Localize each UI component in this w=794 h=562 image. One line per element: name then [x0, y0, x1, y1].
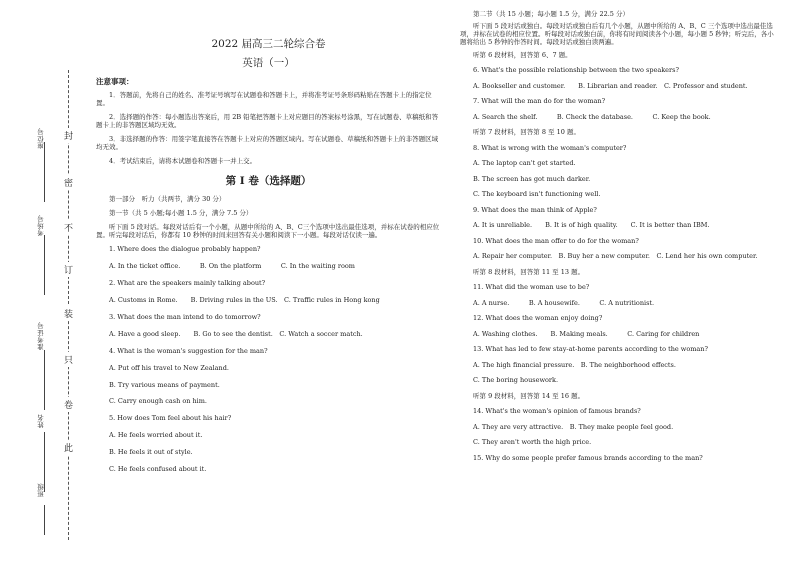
seat-number-line — [44, 142, 45, 202]
option-line: A. It is unreliable. B. It is of high quality. C. It is better than IBM. — [473, 221, 710, 230]
right-column — [460, 10, 780, 469]
option-line: A. A nurse. B. A housewife. C. A nutritionist. — [473, 298, 655, 307]
question-line: 12. What does the woman enjoy doing? — [473, 314, 603, 323]
exam-room-label: 考场号 — [37, 215, 45, 236]
seal-char: 只 — [63, 352, 74, 367]
seat-number-label: 座位号 — [37, 128, 45, 149]
question-line: 14. What's the woman's opinion of famous brands? — [473, 407, 641, 416]
material-heading: 听第 7 段材料，回答第 8 至 10 题。 — [473, 128, 580, 137]
section-heading: 第一节（共 5 小题;每小题 1.5 分，满分 7.5 分） — [109, 208, 253, 217]
option-line: A. Put off his travel to New Zealand. — [109, 363, 229, 372]
option-line: C. The boring housework. — [473, 376, 559, 385]
option-line: A. Repair her computer. B. Buy her a new computer. C. Lend her his own computer. — [473, 252, 758, 261]
seal-char: 封 — [63, 128, 74, 143]
seal-char: 订 — [63, 262, 74, 277]
material-heading: 听第 6 段材料，回答第 6、7 题。 — [473, 50, 572, 59]
admission-number-label: 准考证号 — [37, 322, 45, 350]
question-line: 6. What's the possible relationship between the two speakers? — [473, 66, 679, 75]
question-line: 2. What are the speakers mainly talking about? — [109, 278, 266, 287]
seal-char: 不 — [63, 220, 74, 235]
class-line — [44, 505, 45, 535]
option-line: C. They aren't worth the high price. — [473, 438, 592, 447]
option-line: A. Search the shelf. B. Check the database. C. Keep the book. — [473, 112, 711, 121]
seal-char: 卷 — [63, 397, 74, 412]
question-line: 7. What will the man do for the woman? — [473, 97, 606, 106]
question-line: 5. How does Tom feel about his hair? — [109, 414, 232, 423]
option-line: A. The laptop can't get started. — [473, 159, 576, 168]
question-line: 4. What is the woman's suggestion for the man? — [109, 346, 268, 355]
part-heading: 第一部分 听力（共两节，满分 30 分） — [109, 194, 226, 203]
question-line: 13. What has led to few stay-at-home parents according to the woman? — [473, 345, 708, 354]
exam-room-line — [44, 235, 45, 295]
option-line: A. The high financial pressure. B. The neighborhood effects. — [473, 360, 676, 369]
section-heading: 第二节（共 15 小题；每小题 1.5 分，满分 22.5 分） — [473, 10, 629, 18]
admission-number-line — [44, 350, 45, 410]
name-label: 姓名 — [37, 414, 45, 428]
material-heading: 听第 9 段材料，回答第 14 至 16 题。 — [473, 391, 585, 400]
exam-subject: 英语（一） — [242, 57, 295, 70]
volume-heading: 第 I 卷（选择题） — [225, 174, 312, 187]
question-line: 11. What did the woman use to be? — [473, 283, 590, 292]
seal-char: 装 — [63, 306, 74, 321]
option-line: B. Try various means of payment. — [109, 380, 220, 389]
option-line: A. Bookseller and customer. B. Librarian and reader. C. Professor and student. — [473, 81, 748, 90]
option-line: C. He feels confused about it. — [109, 465, 207, 474]
option-line: A. Customs in Rome. B. Driving rules in the US. C. Traffic rules in Hong kong — [109, 295, 380, 304]
option-line: A. Have a good sleep. B. Go to see the dentist. C. Watch a soccer match. — [109, 329, 363, 338]
question-line: 3. What does the man intend to do tomorrow? — [109, 312, 261, 321]
exam-title: 2022 届高三二轮综合卷 — [211, 38, 326, 50]
note-item: 4．考试结束后，请将本试题卷和答题卡一并上交。 — [109, 157, 257, 166]
class-label: 班级 — [37, 483, 45, 497]
material-heading: 听第 8 段材料，回答第 11 至 13 题。 — [473, 267, 585, 276]
option-line: C. Carry enough cash on him. — [109, 397, 207, 406]
notes-heading: 注意事项： — [96, 77, 134, 87]
note-item: 1．答题前，先将自己的姓名、准考证号填写在试题卷和答题卡上，并将准考证号条形码粘贴在答题卡上的指定位置。 — [96, 90, 432, 107]
question-line: 15. Why do some people prefer famous brands according to the man? — [473, 453, 703, 462]
option-line: A. He feels worried about it. — [109, 431, 203, 440]
question-line: 1. Where does the dialogue probably happen? — [109, 245, 261, 254]
binding-margin — [0, 0, 88, 562]
option-line: B. The screen has got much darker. — [473, 174, 591, 183]
option-line: B. He feels it out of style. — [109, 448, 193, 457]
option-line: A. They are very attractive. B. They make people feel good. — [473, 422, 674, 431]
question-line: 9. What does the man think of Apple? — [473, 205, 597, 214]
section-instructions: 听下面 5 段对话。每段对话后有一个小题，从题中所给的 A、B、C三个选项中选出最佳选项，并标在试卷的相应位置。听完每段对话后，你都有 10 秒钟的时间来回答有关小题和阅读下一小题。每段对话仅读一遍。 — [96, 222, 440, 239]
left-column — [96, 38, 441, 482]
note-item: 2．选择题的作答：每小题选出答案后，用 2B 铅笔把答题卡上对应题目的答案标号涂黑，写在试题卷、草稿纸和答题卡上的非答题区域均无效。 — [96, 112, 439, 129]
seal-char: 此 — [63, 440, 74, 455]
option-line: C. The keyboard isn't functioning well. — [473, 190, 601, 199]
note-item: 3．非选择题的作答：用签字笔直接答在答题卡上对应的答题区域内。写在试题卷、草稿纸和答题卡上的非答题区域均无效。 — [96, 135, 439, 152]
option-line: A. In the ticket office. B. On the platform C. In the waiting room — [109, 262, 355, 271]
question-line: 8. What is wrong with the woman's computer? — [473, 143, 627, 152]
section-instructions: 听下面 5 段对话或独白。每段对话或独白后有几个小题，从题中所给的 A、B、C 三个选项中选出最佳选项，并标在试卷的相应位置。听每段对话或独白前，你将有时间阅读各个小题，每小题 5 秒钟；听完后，各小题将给出 5 秒钟的作答时间。每段对话或独白读两遍。 — [460, 22, 774, 47]
question-line: 10. What does the man offer to do for the woman? — [473, 236, 639, 245]
seal-char: 密 — [63, 175, 74, 190]
option-line: A. Washing clothes. B. Making meals. C. Caring for children — [473, 329, 700, 338]
